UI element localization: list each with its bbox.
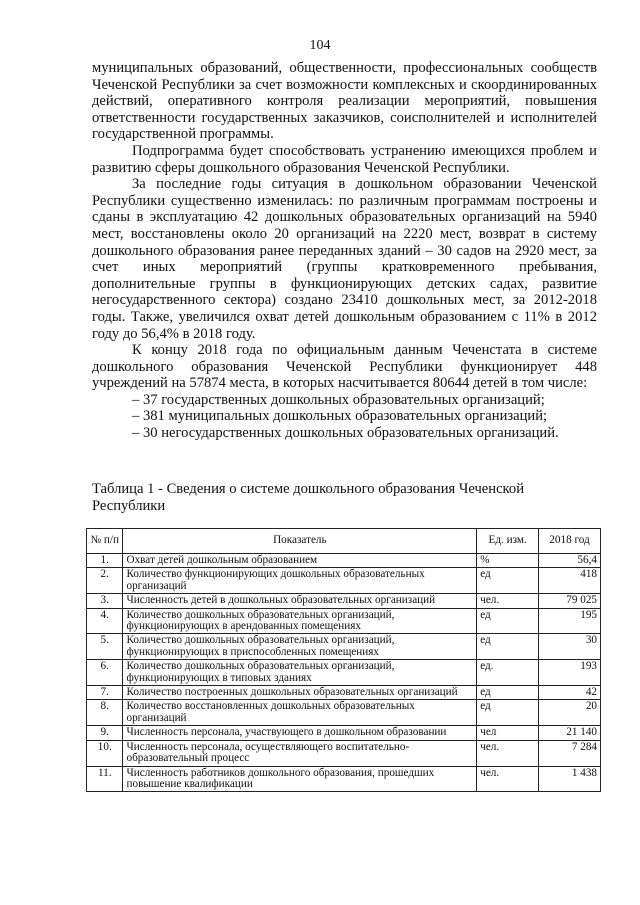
table-row — [87, 554, 601, 568]
cell-number: 11. — [87, 766, 123, 792]
table-row — [87, 634, 601, 660]
cell-number: 8. — [87, 700, 123, 726]
table-row — [87, 568, 601, 594]
cell-value: 56,4 — [539, 554, 601, 568]
cell-unit: чел. — [477, 594, 539, 608]
cell-indicator: Численность работников дошкольного образования, прошедших повышение квалификации — [123, 766, 477, 792]
cell-indicator: Количество дошкольных образовательных организаций, функционирующих в арендованных помещениях — [123, 608, 477, 634]
cell-indicator: Количество построенных дошкольных образовательных организаций — [123, 686, 477, 700]
cell-unit: чел. — [477, 766, 539, 792]
cell-unit: ед — [477, 568, 539, 594]
preschool-system-table — [86, 528, 601, 792]
cell-value: 1 438 — [539, 766, 601, 792]
page-number: 104 — [309, 38, 331, 53]
cell-indicator: Количество восстановленных дошкольных образовательных организаций — [123, 700, 477, 726]
body-text — [92, 60, 597, 442]
table-row — [87, 726, 601, 740]
cell-value: 195 — [539, 608, 601, 634]
cell-number: 1. — [87, 554, 123, 568]
cell-number: 5. — [87, 634, 123, 660]
paragraph: Подпрограмма будет способствовать устранению имеющихся проблем и развитию сферы дошкольного образования Чеченской Республики. — [92, 142, 597, 176]
cell-indicator: Численность персонала, участвующего в дошкольном образовании — [123, 726, 477, 740]
cell-unit: ед — [477, 608, 539, 634]
cell-value: 418 — [539, 568, 601, 594]
cell-number: 7. — [87, 686, 123, 700]
cell-indicator: Количество дошкольных образовательных организаций, функционирующих в типовых зданиях — [123, 660, 477, 686]
cell-unit: ед. — [477, 660, 539, 686]
table-row — [87, 594, 601, 608]
table-row — [87, 766, 601, 792]
paragraph: За последние годы ситуация в дошкольном образовании Чеченской Республики существенно изменилась: по различным программам построены и сданы в эксплуатацию 42 дошкольных образовательных организаций на 5940 мест, восстановлены около 20 организаций на 2220 мест, возврат в систему дошкольного образования ранее переданных зданий – 30 садов на 2920 мест, за счет иных мероприятий (группы кратковременного пребывания, дополнительные группы в функционирующих детских садах, развитие негосударственного сектора) создано 23410 дошкольных мест, за 2012-2018 годы. Также, увеличился охват детей дошкольным образованием с 11% в 2012 году до 56,4% в 2018 году. — [92, 176, 597, 342]
list-item: – 37 государственных дошкольных образовательных организаций; — [132, 391, 545, 408]
cell-indicator: Охват детей дошкольным образованием — [123, 554, 477, 568]
paragraph: муниципальных образований, общественности, профессиональных сообществ Чеченской Республики за счет возможности комплексных и скоординированных действий, оперативного контроля реализации мероприятий, повышения ответственности государственных заказчиков, соисполнителей и исполнителей государственной программы. — [92, 60, 597, 143]
cell-number: 4. — [87, 608, 123, 634]
paragraph: К концу 2018 года по официальным данным Чеченстата в системе дошкольного образования Чеченской Республики функционирует 448 учреждений на 57874 места, в которых насчитывается 80644 детей в том числе: — [92, 342, 597, 392]
cell-value: 7 284 — [539, 740, 601, 766]
cell-value: 30 — [539, 634, 601, 660]
table-row — [87, 608, 601, 634]
table-row — [87, 700, 601, 726]
header-indicator: Показатель — [123, 529, 477, 554]
cell-unit: ед — [477, 700, 539, 726]
organization-list — [92, 392, 597, 442]
table-row — [87, 686, 601, 700]
cell-indicator: Количество функционирующих дошкольных образовательных организаций — [123, 568, 477, 594]
cell-value: 42 — [539, 686, 601, 700]
cell-number: 10. — [87, 740, 123, 766]
table-row — [87, 660, 601, 686]
cell-value: 20 — [539, 700, 601, 726]
cell-unit: ед — [477, 686, 539, 700]
cell-indicator: Численность детей в дошкольных образовательных организаций — [123, 594, 477, 608]
cell-number: 6. — [87, 660, 123, 686]
header-year: 2018 год — [539, 529, 601, 554]
table-header-row — [87, 529, 601, 554]
list-item: – 381 муниципальных дошкольных образовательных организаций; — [132, 408, 548, 425]
list-item: – 30 негосударственных дошкольных образовательных организаций. — [132, 425, 559, 442]
cell-unit: % — [477, 554, 539, 568]
cell-indicator: Количество дошкольных образовательных организаций, функционирующих в приспособленных помещениях — [123, 634, 477, 660]
cell-number: 2. — [87, 568, 123, 594]
cell-indicator: Численность персонала, осуществляющего воспитательно-образовательный процесс — [123, 740, 477, 766]
cell-value: 21 140 — [539, 726, 601, 740]
cell-unit: чел — [477, 726, 539, 740]
cell-number: 9. — [87, 726, 123, 740]
table-caption: Таблица 1 - Сведения о системе дошкольного образования Чеченской Республики — [92, 481, 525, 514]
header-unit: Ед. изм. — [477, 529, 539, 554]
cell-unit: чел. — [477, 740, 539, 766]
cell-value: 193 — [539, 660, 601, 686]
cell-unit: ед — [477, 634, 539, 660]
header-number: № п/п — [87, 529, 123, 554]
cell-number: 3. — [87, 594, 123, 608]
table-row — [87, 740, 601, 766]
cell-value: 79 025 — [539, 594, 601, 608]
